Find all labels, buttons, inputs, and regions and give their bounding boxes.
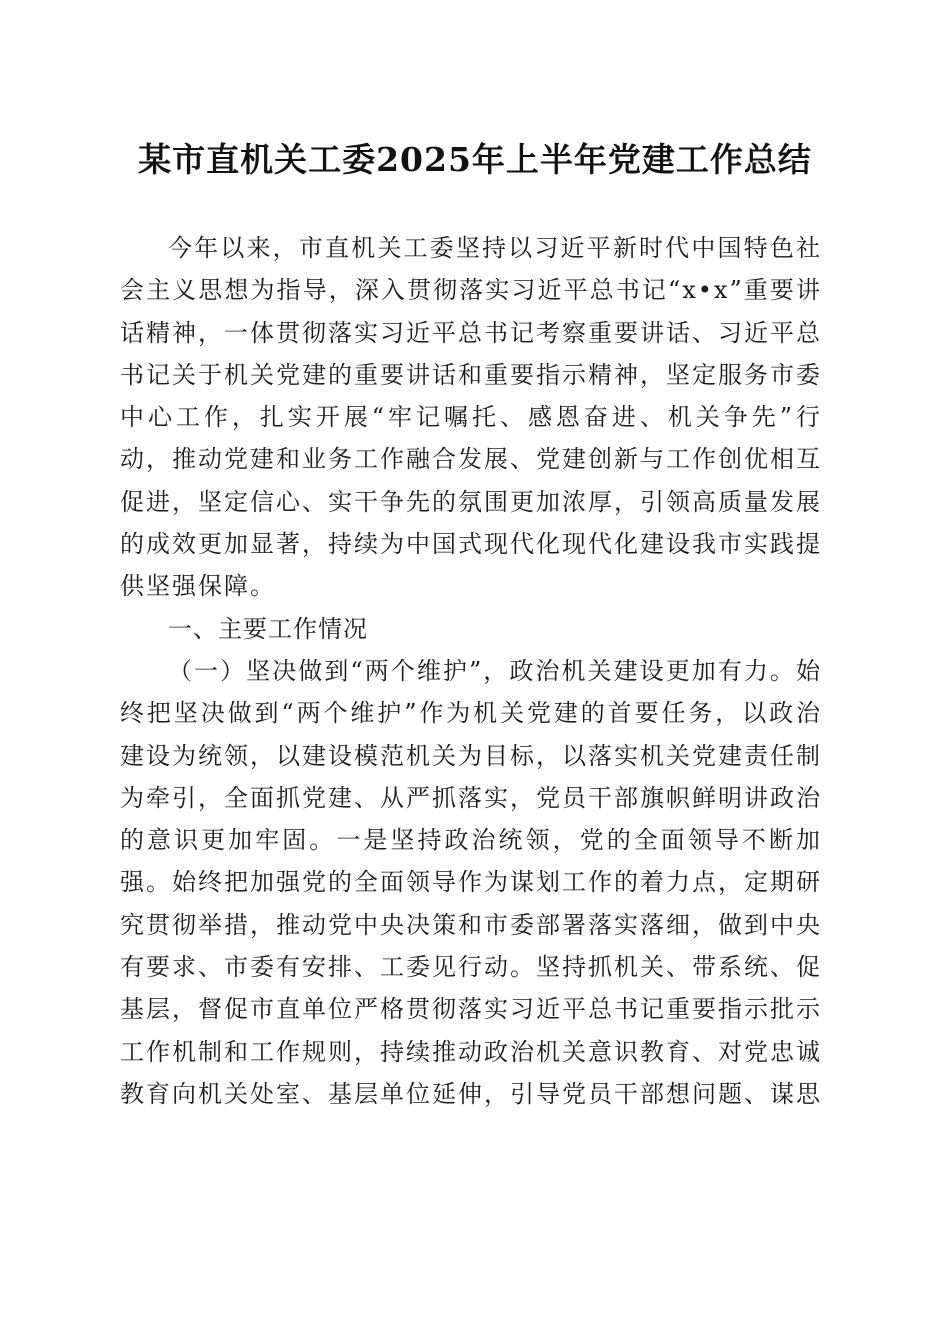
section-heading: 一、主要工作情况 bbox=[168, 614, 368, 643]
subsection-body: 始终把坚决做到“两个维护”作为机关党建的首要任务，以政治建设为统领，以建设模范机关为目标，以落实机关党建责任制为牵引，全面抓党建、从严抓落实，党员干部旗帜鲜明讲政治的意识更加牢固。一是坚持政治统领，党的全面领导不断加强。始终把加强党的全面领导作为谋划工作的着力点，定期研究贯彻举措，推动党中央决策和市委部署落实落细，做到中央有要求、市委有安排、工委见行动。坚持抓机关、带系统、促基层，督促市直单位严格贯彻落实习近平总书记重要指示批示工作机制和工作规则，持续推动政治机关意识教育、对党忠诚教育向机关处室、基层单位延伸，引导党员干部想问题、谋思 bbox=[120, 656, 822, 1108]
intro-paragraph: 今年以来，市直机关工委坚持以习近平新时代中国特色社会主义思想为指导，深入贯彻落实习近平总书记“x•x”重要讲话精神，一体贯彻落实习近平总书记考察重要讲话、习近平总书记关于机关党建的重要讲话和重要指示精神，坚定服务市委中心工作，扎实开展“牢记嘱托、感恩奋进、机关争先”行动，推动党建和业务工作融合发展、党建创新与工作创优相互促进，坚定信心、实干争先的氛围更加浓厚，引领高质量发展的成效更加显著，持续为中国式现代化现代化建设我市实践提供坚强保障。 bbox=[120, 234, 822, 601]
subsection-heading: （一）坚决做到“两个维护”，政治机关建设更加有力。 bbox=[168, 656, 796, 685]
document-title: 某市直机关工委2025年上半年党建工作总结 bbox=[138, 140, 812, 179]
subsection-paragraph bbox=[120, 650, 822, 1115]
document-body bbox=[120, 227, 822, 1115]
